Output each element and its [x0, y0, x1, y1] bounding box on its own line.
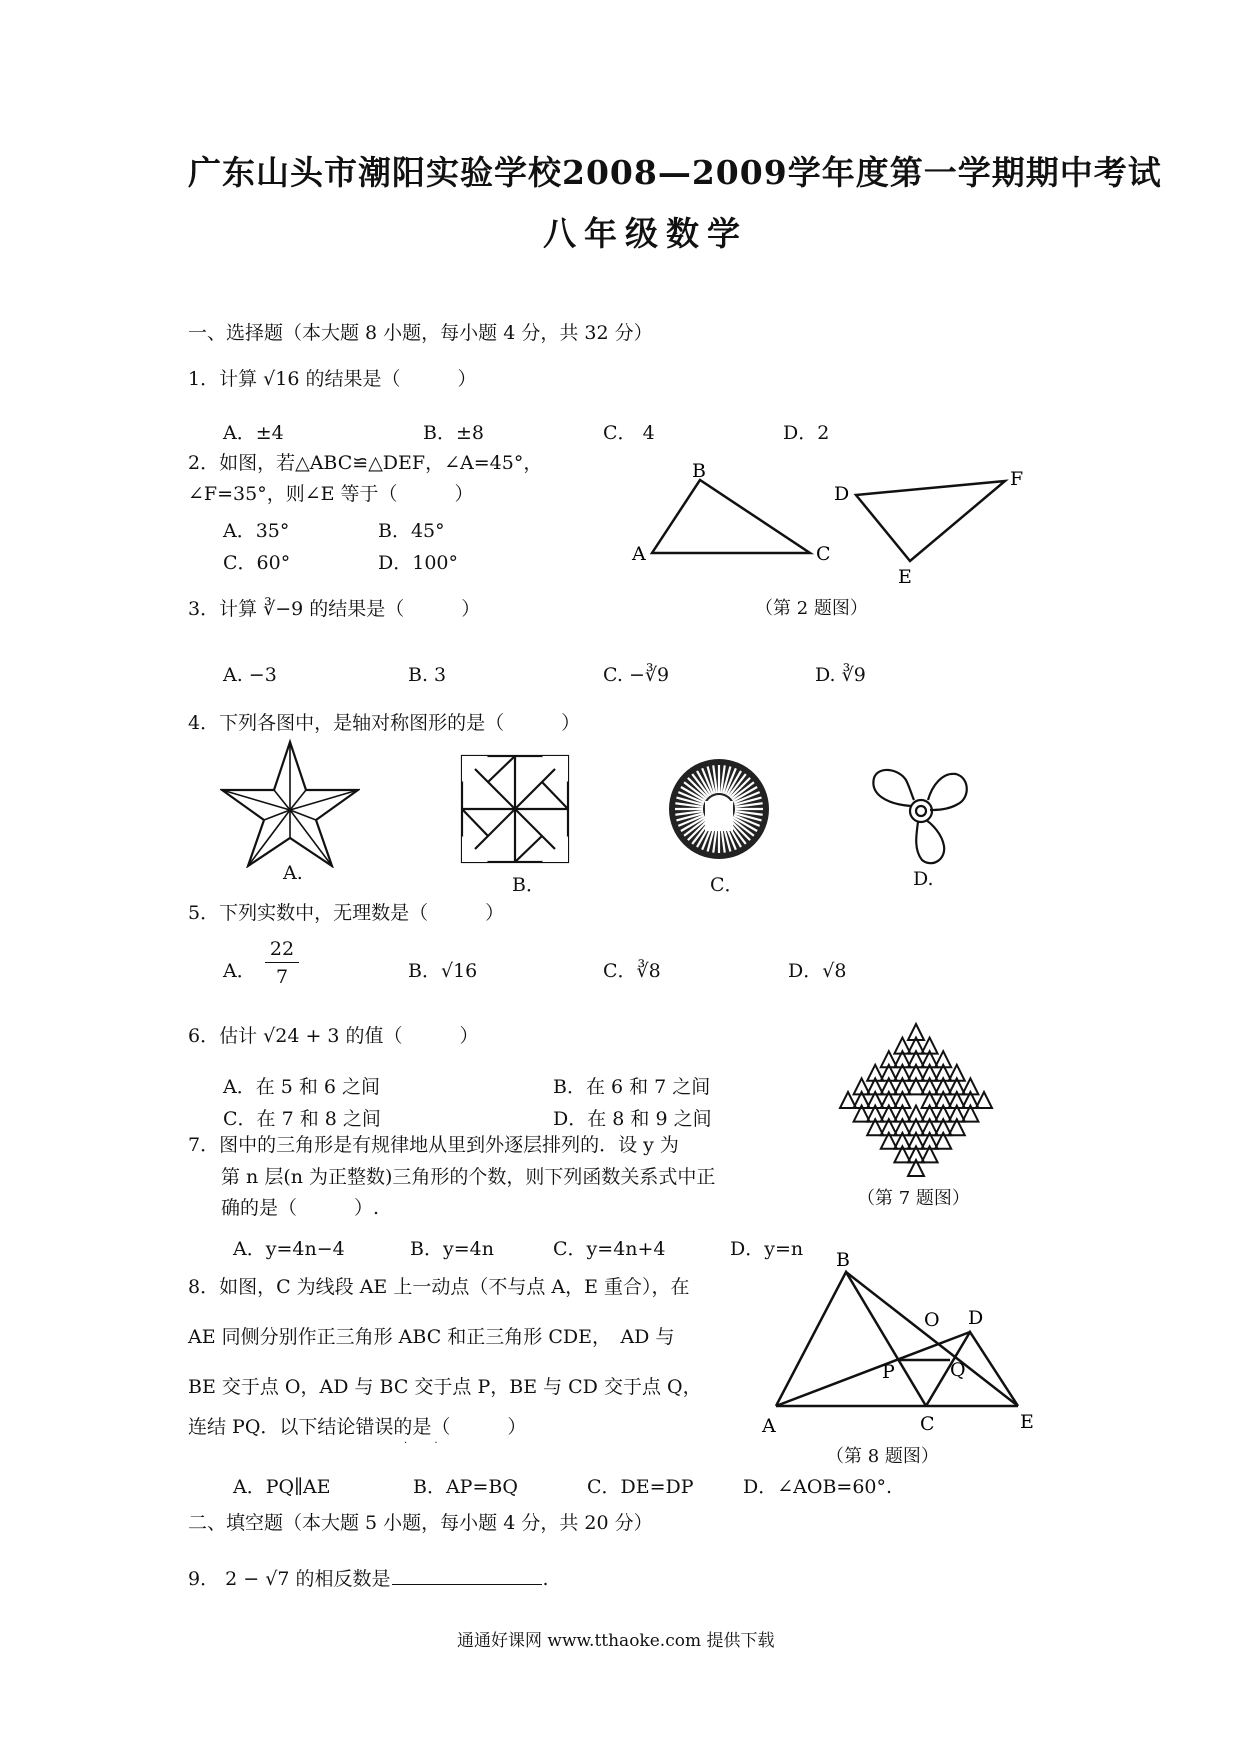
question-7-line1: 7．图中的三角形是有规律地从里到外逐层排列的．设 y 为	[188, 1134, 679, 1156]
question-1-stem: 1．计算 √16 的结果是（ ）	[188, 368, 477, 390]
label-f: F	[1010, 468, 1024, 490]
question-7-option-a: A．y=4n−4	[233, 1238, 345, 1260]
question-2-stem-line1: 2．如图，若△ABC≌△DEF，∠A=45°，	[188, 452, 543, 474]
label-b: B	[836, 1249, 850, 1271]
question-7-figure	[826, 1010, 1006, 1190]
question-5-option-c: C．∛8	[603, 960, 661, 982]
answer-blank	[392, 1566, 542, 1585]
question-8-option-c: C．DE=DP	[587, 1476, 694, 1498]
question-6-option-d: D．在 8 和 9 之间	[553, 1108, 712, 1130]
question-7-option-d: D．y=n	[730, 1238, 804, 1260]
question-1-option-b: B．±8	[423, 422, 484, 444]
triangle-abc	[652, 480, 810, 553]
question-3-option-b: B. 3	[408, 664, 447, 686]
question-6-option-c: C．在 7 和 8 之间	[223, 1108, 381, 1130]
label-o: O	[924, 1309, 940, 1331]
exam-title: 广东山头市潮阳实验学校2008—2009学年度第一学期期中考试	[188, 153, 1162, 192]
question-7-line2: 第 n 层(n 为正整数)三角形的个数，则下列函数关系式中正	[221, 1166, 716, 1188]
page-footer: 通通好课网 www.tthaoke.com 提供下载	[457, 1631, 775, 1651]
question-8-line4: 连结 PQ．以下结论错误的是（ ）	[188, 1416, 527, 1438]
question-2-caption: （第 2 题图）	[755, 598, 868, 619]
emphasis-dots: · ·	[404, 1438, 450, 1449]
question-2-stem-line2: ∠F=35°，则∠E 等于（ ）	[188, 483, 474, 505]
question-8-line1: 8．如图，C 为线段 AE 上一动点（不与点 A，E 重合），在	[188, 1276, 690, 1298]
question-8-option-d: D．∠AOB=60°.	[743, 1476, 893, 1498]
label-b: B	[692, 460, 706, 482]
question-5-option-a-fraction	[265, 936, 299, 991]
triangle-def	[856, 481, 1005, 561]
section-1-heading: 一、选择题（本大题 8 小题，每小题 4 分，共 32 分）	[188, 322, 653, 344]
question-3-option-d: D. ∛9	[815, 664, 866, 686]
label-q: Q	[950, 1359, 966, 1381]
section-2-heading: 二、填空题（本大题 5 小题，每小题 4 分，共 20 分）	[188, 1512, 653, 1534]
question-4-stem: 4．下列各图中，是轴对称图形的是（ ）	[188, 712, 581, 734]
segment-be	[846, 1272, 1018, 1406]
fraction-denominator: 7	[275, 966, 289, 988]
question-2-option-c: C．60°	[223, 552, 291, 574]
figure-d-label: D.	[913, 868, 934, 890]
question-7-option-c: C．y=4n+4	[553, 1238, 666, 1260]
question-8-line3: BE 交于点 O，AD 与 BC 交于点 P，BE 与 CD 交于点 Q，	[188, 1376, 702, 1398]
question-3-option-a: A. −3	[223, 664, 277, 686]
question-1-option-c: C． 4	[603, 422, 655, 444]
label-a: A	[762, 1415, 776, 1437]
figure-b-pinwheel	[460, 754, 570, 864]
label-p: P	[882, 1361, 895, 1383]
question-3-option-c: C. −∛9	[603, 664, 670, 686]
segment-ad	[776, 1332, 970, 1406]
question-8-figure	[756, 1248, 1056, 1448]
question-1-option-d: D．2	[783, 422, 830, 444]
question-9-stem: 9． 2 − √7 的相反数是	[188, 1568, 391, 1590]
question-5-option-a-label: A．	[223, 960, 256, 982]
question-8-option-b: B．AP=BQ	[413, 1476, 518, 1498]
figure-c-ray-circle	[667, 757, 771, 861]
question-1-option-a: A．±4	[223, 422, 284, 444]
question-7-line3: 确的是（ ）.	[221, 1197, 380, 1219]
question-7-caption: （第 7 题图）	[857, 1188, 970, 1209]
question-8-line2: AE 同侧分别作正三角形 ABC 和正三角形 CDE， AD 与	[188, 1326, 675, 1348]
question-9-end: .	[542, 1568, 549, 1590]
figure-a-star	[220, 738, 360, 868]
question-2-option-a: A．35°	[223, 520, 290, 542]
question-8-caption: （第 8 题图）	[826, 1446, 939, 1467]
figure-d-fan	[866, 764, 976, 868]
question-9	[188, 1566, 549, 1591]
figure-b-label: B．	[512, 874, 545, 896]
question-6-stem: 6．估计 √24 + 3 的值（ ）	[188, 1025, 479, 1047]
question-3-stem: 3．计算 ∛−9 的结果是（ ）	[188, 598, 481, 620]
label-d: D	[834, 483, 850, 505]
question-8-option-a: A．PQ∥AE	[233, 1476, 331, 1498]
question-2-figure	[620, 455, 1040, 590]
question-6-option-a: A．在 5 和 6 之间	[223, 1076, 381, 1098]
question-5-option-b: B．√16	[408, 960, 478, 982]
fraction-numerator: 22	[265, 936, 299, 963]
figure-a-label: A.	[283, 862, 303, 884]
label-c: C	[816, 543, 831, 565]
exam-subtitle: 八年级数学	[543, 214, 748, 253]
question-2-option-d: D．100°	[378, 552, 458, 574]
label-a: A	[632, 543, 646, 565]
question-6-option-b: B．在 6 和 7 之间	[553, 1076, 711, 1098]
figure-c-label: C．	[710, 874, 744, 896]
label-e: E	[898, 566, 912, 588]
question-2-option-b: B．45°	[378, 520, 445, 542]
label-c: C	[920, 1413, 935, 1435]
question-7-option-b: B．y=4n	[410, 1238, 494, 1260]
label-d: D	[968, 1307, 984, 1329]
triangle-abc	[776, 1272, 926, 1406]
question-5-option-d: D．√8	[788, 960, 847, 982]
question-5-stem: 5．下列实数中，无理数是（ ）	[188, 902, 505, 924]
label-e: E	[1020, 1411, 1034, 1433]
